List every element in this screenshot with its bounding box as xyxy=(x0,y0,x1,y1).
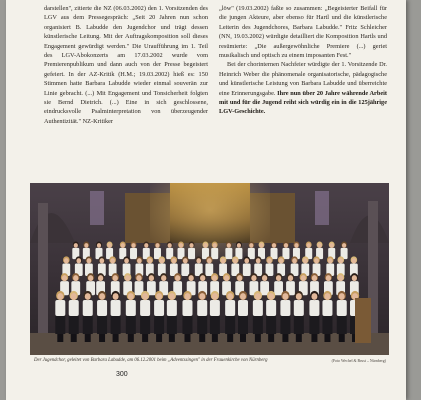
choir-member-figure xyxy=(205,256,213,276)
choir-member-figure xyxy=(326,256,334,276)
choir-member-figure xyxy=(170,256,178,276)
left-column-text: darstellen", zitierte die NZ (06.03.2002) den 1. Vorsitzenden des LGV aus dem Pressegespräch: „Seit 20 Jahren nun schon organisiert B. Labudde den Jugendchor und trägt dessen künstlerische Leitung. Mit der Auftragskomposition soll dieses Engagement gewürdigt werden." Die Uraufführung im 1. Teil des LGV-Abokonzerts am 17.03.2002 wurde vom Premierenpublikum und dann auch von der Presse begeistert gefeiert. In der AZ-Kritik (H.M.; 19.03.2002) hieß es: 150 Stimmen hatte Barbara Labudde wieder einmal souverän zur Linie gebracht. (...) Mit Engagement und Tonsicherheit folgten sie Bernd Dietrich. (...) Eine in sich geschlossene, eindrucksvolle Psalminterpretation von überzeugender Authentizität." NZ-Kritiker xyxy=(44,5,208,125)
choir-member-figure xyxy=(248,242,255,260)
choir-member-figure xyxy=(211,242,218,260)
choir-member-figure xyxy=(158,256,166,276)
choir-member-figure xyxy=(166,242,173,260)
choir-member-figure xyxy=(109,256,117,276)
right-column-paragraph-2-text: Bei der chorinternen Nachfeier würdigte der 1. Vorsitzende Dr. Heinrich Weber die phänomenale organisatorische, pädagogische und künstlerische Leistung von Barbara Labudde und überreichte eine Erinnerungsgabe. xyxy=(219,61,387,97)
left-text-column xyxy=(44,4,208,126)
choir-member-figure xyxy=(85,256,93,276)
choir-photo xyxy=(30,183,389,355)
choir-photo-drawing xyxy=(30,183,389,355)
choir-member-figure xyxy=(258,242,265,260)
choir-member-figure xyxy=(291,256,299,276)
right-column-paragraph-1: „löw" (19.03.2002) faßte so zusammen: „Begeisterter Beifall für die jungen Akteure, aber ebenso für Hartl und die künstlerische Leiterin des Jugendchores, Barbara Labudde." Fritz Schleicher (NN, 19.03.2002) würdigte detailliert die Komposition Hartls und resümierte: „Die außergewöhnliche Premiere (...) geriet musikalisch und optisch zu einem imposanten Fest." xyxy=(219,5,387,60)
choir-member-figure xyxy=(130,242,137,260)
choir-member-figure xyxy=(188,242,195,260)
choir-member-figure xyxy=(135,256,143,276)
choir-member-figure xyxy=(123,256,131,276)
choir-member-figure xyxy=(305,242,312,260)
right-text-column xyxy=(219,4,387,117)
choir-member-figure xyxy=(62,256,70,276)
choir-member-figure xyxy=(146,256,154,276)
choir-member-figure xyxy=(219,256,227,276)
choir-member-figure xyxy=(277,256,285,276)
choir-member-figure xyxy=(147,273,156,295)
choir-member-figure xyxy=(143,242,150,260)
right-column-paragraph-2-bold: Ihre nun über 20 Jahre währende Arbeit mit und für die Jugend reiht sich würdig ein in die 125jährige LGV-Geschichte. xyxy=(219,89,387,116)
right-column-paragraph-2 xyxy=(219,60,387,116)
choir-member-figure xyxy=(202,242,209,260)
choir-member-figure xyxy=(266,256,274,276)
choir-member-figure xyxy=(350,256,358,276)
choir-member-figure xyxy=(225,242,232,260)
choir-member-figure xyxy=(337,256,345,276)
choir-member-figure xyxy=(178,242,185,260)
choir-member-figure xyxy=(341,242,348,260)
choir-member-figure xyxy=(274,273,283,295)
book-page xyxy=(6,0,406,400)
choir-member-figure xyxy=(301,256,309,276)
choir-member-figure xyxy=(75,256,83,276)
choir-member-figure xyxy=(154,242,161,260)
choir-member-figure xyxy=(313,256,321,276)
choir-member-figure xyxy=(271,242,278,260)
choir-member-figure xyxy=(119,242,126,260)
choir-member-figure xyxy=(231,256,239,276)
choir-member-figure xyxy=(98,256,106,276)
choir-member-figure xyxy=(260,273,269,295)
choir-member-figure xyxy=(181,256,189,276)
choir-member-figure xyxy=(282,242,289,260)
photo-caption: Der Jugendchor, geleitet von Barbara Labudde, am 06.12.2001 beim „Adventssingen" in der Frauenkirche von Nürnberg xyxy=(34,358,268,363)
choir-member-figure xyxy=(235,242,242,260)
choir-member-figure xyxy=(173,273,182,295)
choir-member-figure xyxy=(135,273,144,295)
page-number: 300 xyxy=(116,371,128,378)
choir-member-figure xyxy=(243,256,251,276)
choir-member-figure xyxy=(254,256,262,276)
photo-credit: (Foto Wechel & Brust – Nürnberg) xyxy=(331,359,386,363)
choir-member-figure xyxy=(195,256,203,276)
choir-member-figure xyxy=(328,242,335,260)
